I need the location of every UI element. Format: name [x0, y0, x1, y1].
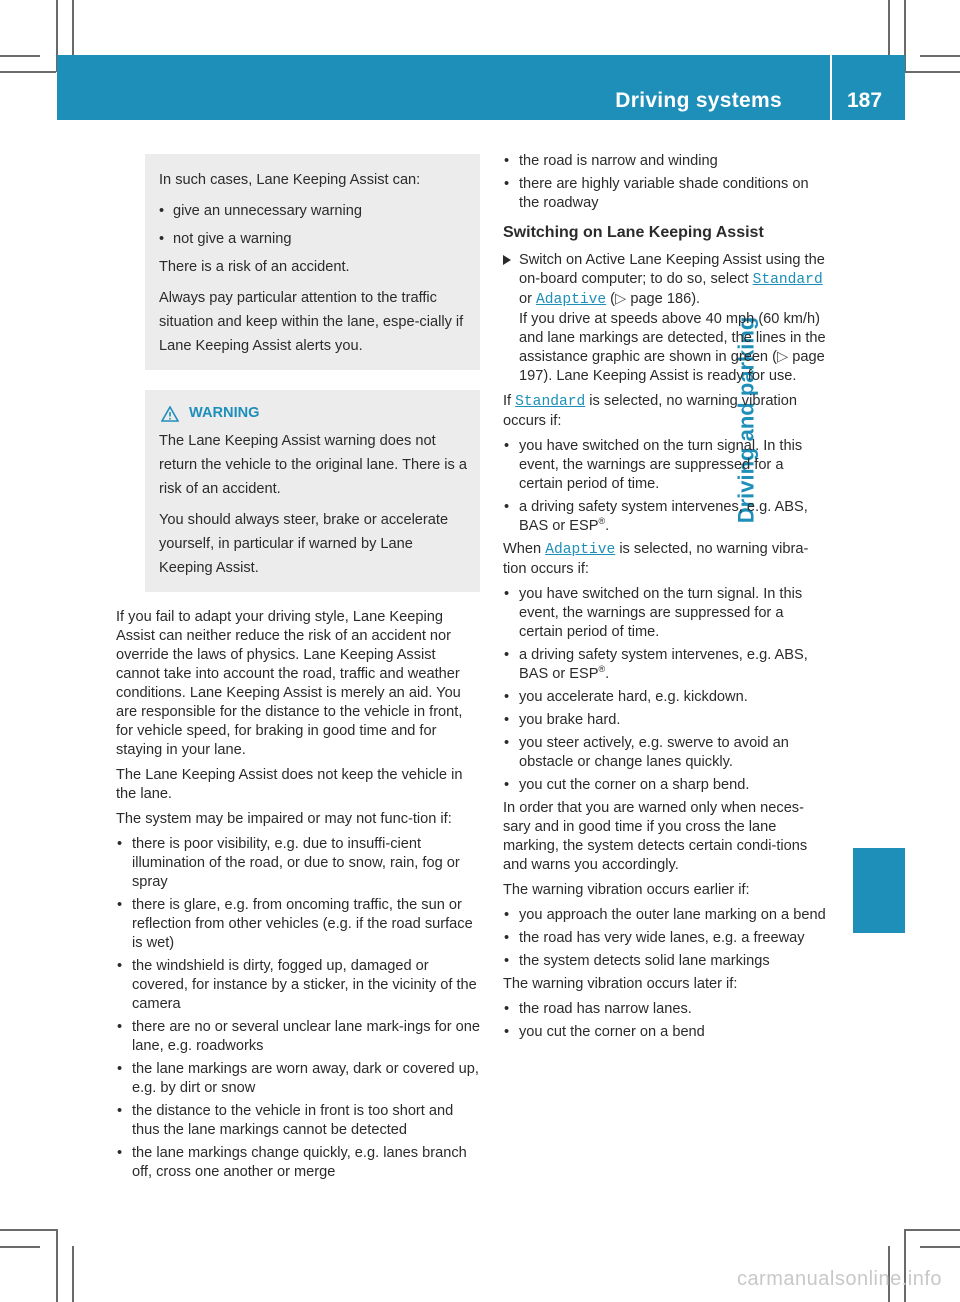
- crop-mark: [904, 1229, 906, 1302]
- chapter-marker: [853, 848, 905, 933]
- section-heading: Switching on Lane Keeping Assist: [503, 224, 764, 241]
- right-column: [503, 152, 831, 1046]
- list-item: • there are highly variable shade conditions on the roadway: [503, 175, 831, 213]
- header-divider: [830, 55, 832, 120]
- option-standard-link[interactable]: Standard: [752, 272, 823, 288]
- box-text: There is a risk of an accident.: [159, 259, 350, 275]
- list-item: • not give a warning: [159, 227, 470, 251]
- page-number: 187: [847, 89, 883, 112]
- left-column: [116, 136, 480, 1186]
- watermark: carmanualsonline.info: [736, 1268, 942, 1290]
- list-item: • the windshield is dirty, fogged up, damaged or covered, for instance by a sticker, in the vicinity of the camera: [116, 957, 480, 1014]
- crop-mark: [0, 55, 40, 57]
- warning-text: You should always steer, brake or accelerate yourself, in particular if warned by Lane Keeping Assist.: [159, 512, 449, 576]
- crop-mark: [920, 55, 960, 57]
- list-item: • you have switched on the turn signal. In this event, the warnings are suppressed for a certain period of time.: [503, 585, 831, 642]
- step-arrow-icon: [503, 255, 511, 265]
- list-item: • give an unnecessary warning: [159, 199, 470, 223]
- chapter-label: Driving and parking: [733, 316, 759, 524]
- warning-label: WARNING: [189, 405, 260, 421]
- crop-mark: [56, 1229, 58, 1302]
- list-item: • you cut the corner on a sharp bend.: [503, 776, 831, 795]
- list-item: • you have switched on the turn signal. In this event, the warnings are suppressed for a certain period of time.: [503, 437, 831, 494]
- page-ref-icon: ▷: [615, 291, 627, 307]
- body-text: If you fail to adapt your driving style, Lane Keeping Assist can neither reduce the risk of an accident nor override the laws of physics. Lane Keeping Assist cannot take into account the road, traffic and weather conditions. Lane Keeping Assist is merely an aid. You are responsible for the distance to the vehicle in front, for vehicle speed, for braking in good time and for staying in your lane.: [116, 609, 463, 758]
- crop-mark: [72, 0, 74, 56]
- body-text: In order that you are warned only when neces-sary and in good time if you cross the lane marking, the system detects certain condi-tions and warns you accordingly.: [503, 800, 808, 873]
- page-ref-link[interactable]: page 186).: [630, 291, 701, 307]
- crop-mark: [0, 1229, 56, 1231]
- option-standard-link[interactable]: Standard: [515, 394, 586, 410]
- crop-mark: [904, 1229, 960, 1231]
- body-text: The warning vibration occurs later if:: [503, 976, 738, 992]
- warning-text: The Lane Keeping Assist warning does not return the vehicle to the original lane. There is a risk of an accident.: [159, 433, 468, 497]
- list-item: • a driving safety system intervenes, e.g. ABS, BAS or ESP®.: [503, 498, 831, 536]
- crop-mark: [0, 71, 56, 73]
- list-item: • the road has narrow lanes.: [503, 1000, 831, 1019]
- header-bar: [57, 55, 905, 120]
- crop-mark: [888, 0, 890, 56]
- list-item: • the lane markings are worn away, dark or covered up, e.g. by dirt or snow: [116, 1060, 480, 1098]
- crop-mark: [72, 1246, 74, 1302]
- body-text: When Adaptive is selected, no warning vibra-tion occurs if:: [503, 541, 809, 577]
- body-text: The warning vibration occurs earlier if:: [503, 882, 750, 898]
- list-item: • the system detects solid lane markings: [503, 952, 831, 971]
- list-item: • a driving safety system intervenes, e.g. ABS, BAS or ESP®.: [503, 646, 831, 684]
- crop-mark: [0, 1246, 40, 1248]
- list-item: • you accelerate hard, e.g. kickdown.: [503, 688, 831, 707]
- page-ref-icon: ▷: [776, 349, 789, 365]
- list-item: • there is poor visibility, e.g. due to insuffi-cient illumination of the road, or due to snow, rain, fog or spray: [116, 835, 480, 892]
- list-item: • the road has very wide lanes, e.g. a freeway: [503, 929, 831, 948]
- crop-mark: [920, 1246, 960, 1248]
- body-text: The Lane Keeping Assist does not keep the vehicle in the lane.: [116, 767, 463, 802]
- instruction-step: Switch on Active Lane Keeping Assist using the on-board computer; to do so, select Standard or Adaptive (▷ page 186). If you drive at speeds above 40 mph (60 km/h) and lane markings are detected, the lines in the assistance graphic are shown in green (▷ page 197). Lane Keeping Assist is ready for use.: [503, 251, 831, 386]
- option-adaptive-link[interactable]: Adaptive: [545, 542, 616, 558]
- warning-heading: [159, 404, 470, 423]
- page-ref-link[interactable]: page 197). Lane Keeping Assist is ready for use.: [519, 349, 825, 384]
- list-item: • there are no or several unclear lane mark-ings for one lane, e.g. roadworks: [116, 1018, 480, 1056]
- box-text: Always pay particular attention to the traffic situation and keep within the lane, espe-cially if Lane Keeping Assist alerts you.: [159, 290, 464, 354]
- list-item: • you approach the outer lane marking on a bend: [503, 906, 831, 925]
- warning-box: [145, 390, 480, 592]
- warning-triangle-icon: [161, 406, 179, 422]
- crop-mark: [904, 71, 960, 73]
- body-text: If Standard is selected, no warning vibration occurs if:: [503, 393, 797, 429]
- list-item: • the lane markings change quickly, e.g. lanes branch off, cross one another or merge: [116, 1144, 480, 1182]
- list-item: • there is glare, e.g. from oncoming traffic, the sun or reflection from other vehicles (e.g. if the road surface is wet): [116, 896, 480, 953]
- list-item: • you cut the corner on a bend: [503, 1023, 831, 1042]
- option-adaptive-link[interactable]: Adaptive: [536, 292, 607, 308]
- section-title: Driving systems: [615, 89, 782, 112]
- list-item: • you steer actively, e.g. swerve to avoid an obstacle or change lanes quickly.: [503, 734, 831, 772]
- list-item: • the road is narrow and winding: [503, 152, 831, 171]
- list-item: • you brake hard.: [503, 711, 831, 730]
- list-item: • the distance to the vehicle in front is too short and thus the lane markings cannot be detected: [116, 1102, 480, 1140]
- info-box: [145, 154, 480, 370]
- box-intro: In such cases, Lane Keeping Assist can:: [159, 172, 421, 188]
- body-text: The system may be impaired or may not func-tion if:: [116, 811, 452, 827]
